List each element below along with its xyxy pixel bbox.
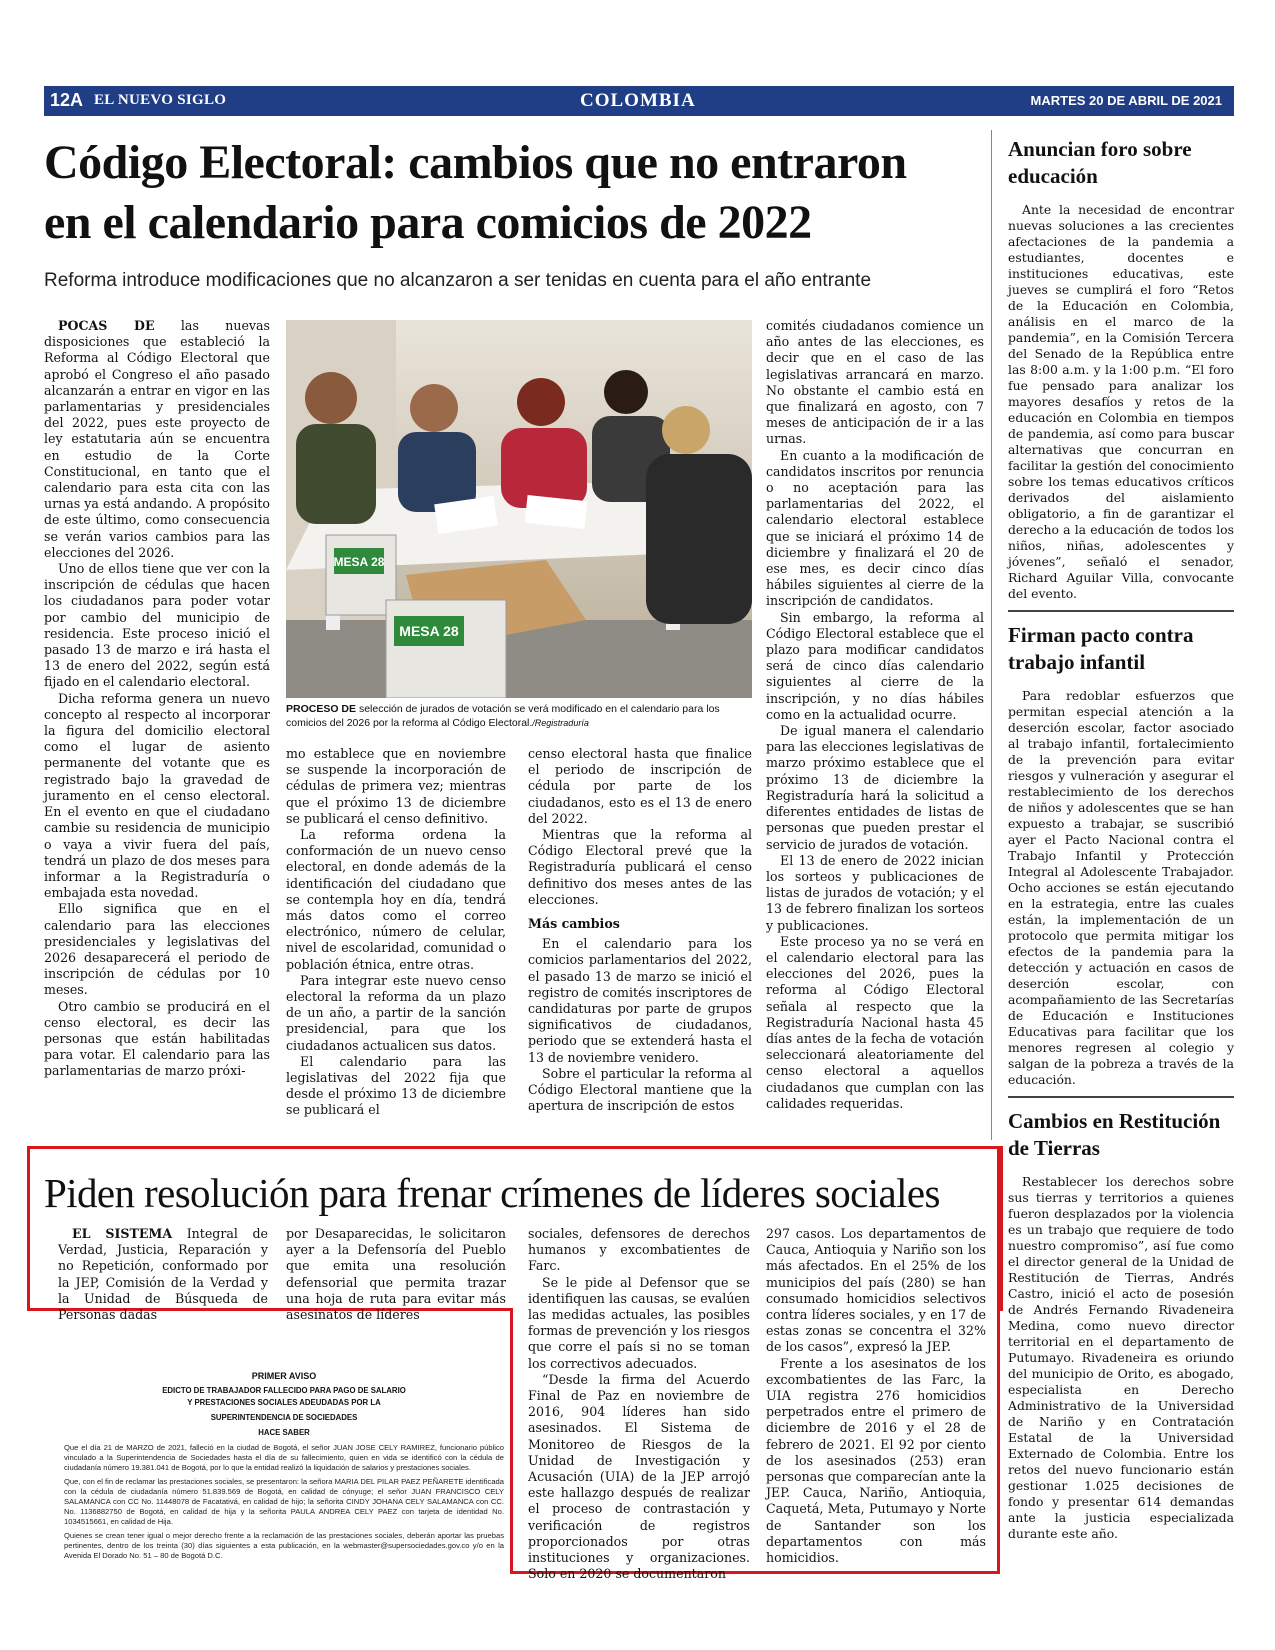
notice-subtitle: EDICTO DE TRABAJADOR FALLECIDO PARA PAGO DE SALARIO (162, 1386, 406, 1395)
sign-text: MESA 28 (333, 555, 385, 569)
paragraph: 297 casos. Los departamentos de Cauca, Antioquia y Nariño son los más afectados. En el 25% de los municipios del país (280) se han consumado homicidios selectivos contra líderes sociales, y en 17 de estas zonas se concentra el 32% de los casos”, expresó la JEP. (766, 1226, 986, 1355)
notice-paragraph: Quienes se crean tener igual o mejor derecho frente a la reclamación de las prestaciones sociales, deberán aportar las pruebas pertinentes, dentro de los treinta (30) días siguientes a esta publicación, en la webmaster@supersociedades.gov.co y/o en la Avenida El Dorado No. 51 – 80 de Bogotá D.C. (64, 1531, 504, 1560)
paragraph: comités ciudadanos comience un año antes de las elecciones, es decir que en el caso de las legislativas arrancará en marzo. No obstante el cambio está en que finalizará en agosto, con 7 meses de anticipación de ir a las urnas. (766, 318, 984, 447)
second-column-2 (286, 1226, 506, 1323)
notice-paragraph: Que, con el fin de reclamar las prestaciones sociales, se presentaron: la señora MARIA DEL PILAR PAEZ PEÑARETE identificada con la cédula de ciudadanía número 51.839.569 de Bogotá, en calidad de cónyuge; el señor JUAN FRANCISCO CELY SALAMANCA con CC No. 11448078 de Facatativá, en calidad de hijo; la señorita CINDY JOHANA CELY SALAMANCA con CC. No. 1136882750 de Bogotá, en calidad de hija y la señorita PAULA ANDREA CELY PAEZ con tarjeta de identidad No. 1034515661, en calidad de Hija. (64, 1477, 504, 1526)
main-headline (44, 136, 1004, 250)
paragraph: sociales, defensores de derechos humanos y excombatientes de Farc. (528, 1226, 750, 1274)
paragraph: las nuevas disposiciones que estableció la Reforma al Código Electoral que aprobó el Congreso el año pasado alcanzarán a entrar en vigor en las parlamentarias y presidenciales del 2022, pues este proyecto de ley estatutaria aún se encuentra en estudio de la Corte Constitucional, en tanto que el calendario para esta cita con las urnas ya está andando. A propósito de este último, como consecuencia se verán varios cambios para las elecciones del 2026. (44, 318, 270, 560)
subhead: Más cambios (528, 916, 620, 932)
main-column-3 (528, 746, 752, 1114)
paragraph: De igual manera el calendario para las elecciones legislativas de marzo próximo establece que el próximo 13 de diciembre la Registraduría hará la solicitud a diferentes entidades de listas de personas que pueden prestar el servicio de jurados de votación. (766, 723, 984, 852)
page-header-bar (44, 86, 1234, 116)
photo-credit: /Registraduría (532, 718, 589, 728)
sidebar (1008, 136, 1234, 1542)
sign-text: MESA 28 (399, 623, 459, 639)
second-column-3 (528, 1226, 750, 1582)
paragraph: Sin embargo, la reforma al Código Electoral establece que el plazo para modificar candidatos será de cinco días calendario siguientes al cierre de la inscripción, y no días hábiles como en la actualidad ocurre. (766, 609, 984, 722)
issue-date: MARTES 20 DE ABRIL DE 2021 (1030, 93, 1222, 108)
main-column-4 (766, 318, 984, 1112)
sidebar-divider (1008, 1096, 1234, 1098)
notice-subtitle: SUPERINTENDENCIA DE SOCIEDADES (210, 1413, 358, 1422)
second-headline: Piden resolución para frenar crímenes de líderes sociales (44, 1170, 940, 1216)
main-column-2 (286, 746, 506, 1119)
paragraph: Para redoblar esfuerzos que permitan especial atención a la deserción escolar, factor asociado al trabajo infantil, fortalecimiento de la prevención para evitar riesgos y vulneración y asegurar el restablecimiento de los derechos de niños y adolescentes que se han expuesto a trabajar, se suscribió ayer el Pacto Nacional contra el Trabajo Infantil y Protección Integral al Adolescente Trabajador. Ocho acciones se están ejecutando en la estrategia, entre las cuales están, la implementación de un protocolo que permita mitigar los efectos de la pandemia para la detección y actuación en casos de deserción escolar, con acompañamiento de las Secretarías de Educación e Instituciones Educativas para facilitar que los menores regresen al colegio y salgan de la pobreza a través de la educación. (1008, 688, 1234, 1087)
paragraph: por Desaparecidas, le solicitaron ayer a la Defensoría del Pueblo que emita una resolución defensorial que permita trazar una hoja de ruta para evitar más asesinatos de líderes (286, 1226, 506, 1323)
sidebar-story (1008, 1174, 1234, 1542)
paragraph: Restablecer los derechos sobre sus tierras y territorios a quienes fueron desplazados por la violencia es un trabajo que requiere de todo nuestro compromiso”, así fue como el director general de la Unidad de Restitución de Tierras, Andrés Castro, inició el acto de posesión de Andrés Fernando Rivadeneira Medina, como nuevo director territorial en el departamento de Putumayo. Rivadeneira es oriundo del municipio de Orito, es abogado, especialista en Derecho Administrativo de la Universidad de Nariño y en Contratación Estatal de la Universidad Externado de Colombia. Entre los retos del nuevo funcionario están gestionar 1.025 decisiones de fondo y presentar 614 demandas ante la justicia especializada durante este año. (1008, 1174, 1234, 1541)
paragraph: Sobre el particular la reforma al Código Electoral mantiene que la apertura de inscripción de estos (528, 1065, 752, 1114)
caption-text: selección de jurados de votación se verá modificado en el calendario para los comicios del 2026 por la reforma al Código Electoral. (286, 703, 720, 729)
paragraph: En cuanto a la modificación de candidatos inscritos por renuncia o no aceptación para las parlamentarias del 2022, el calendario electoral establece que se iniciará el próximo 14 de diciembre y finalizará el 20 de ese mes, es decir cinco días hábiles siguientes al cierre de la inscripción de candidatos. (766, 447, 984, 609)
paragraph: En el calendario para los comicios parlamentarios del 2022, el pasado 13 de marzo se inició el registro de comités inscriptores de candidaturas por parte de grupos significativos de ciudadanos, periodo que se extenderá hasta el 13 de noviembre venidero. (528, 936, 752, 1065)
section-title: COLOMBIA (580, 90, 696, 111)
sidebar-divider (1008, 610, 1234, 612)
sidebar-story (1008, 688, 1234, 1088)
newspaper-name: EL NUEVO SIGLO (94, 92, 227, 108)
sidebar-headline: Firman pacto contra trabajo infantil (1008, 623, 1194, 674)
article-photo (286, 320, 752, 698)
paragraph: Ante la necesidad de encontrar nuevas soluciones a las crecientes afectaciones de la pandemia a estudiantes, docentes e instituciones educativas, este jueves se cumplirá el foro “Retos de la Educación en Colombia, análisis en el marco de la pandemia”, en la Comisión Tercera del Senado de la República entre las 8:00 a.m. y la 1:00 p.m. “El foro fue pensado para analizar los mayores desafíos y retos de la educación en Colombia en tiempos de pandemia, así como para buscar alternativas que concurran en facilitar la gestión del conocimiento sobre los temas educativos críticos derivados del aislamiento obligatorio, a fin de garantizar el derecho a la educación de todos los niños, niñas, adolescentes y jóvenes”, señaló el senador, Richard Aguilar Villa, convocante del evento. (1008, 202, 1234, 601)
sidebar-story (1008, 202, 1234, 602)
second-column-1 (58, 1226, 268, 1323)
sidebar-headline: Anuncian foro sobre educación (1008, 137, 1192, 188)
lead-in: EL SISTEMA (72, 1226, 173, 1241)
paragraph: Este proceso ya no se verá en el calendario electoral para las elecciones del 2026, pues la reforma al Código Electoral señala al respecto que la Registraduría Nacional hasta 45 días antes de la fecha de votación seleccionará aleatoriamente del censo electoral a aquellos ciudadanos que cumplan con las calidades requeridas. (766, 933, 984, 1111)
paragraph: Integral de Verdad, Justicia, Reparación y no Repetición, conformado por la JEP, Comisión de la Verdad y la Unidad de Búsqueda de Personas dadas (58, 1226, 268, 1323)
photo-caption (286, 702, 752, 730)
lead-in: POCAS DE (58, 318, 155, 333)
highlight-box-right (997, 1146, 1000, 1574)
paragraph: Mientras que la reforma al Código Electoral prevé que la Registraduría publicará el censo definitivo dos meses antes de las elecciones. (528, 827, 752, 907)
notice-subtitle: Y PRESTACIONES SOCIALES ADEUDADAS POR LA (187, 1398, 381, 1407)
caption-lead: PROCESO DE (286, 703, 357, 715)
main-column-1 (44, 318, 270, 1080)
paragraph: Otro cambio se producirá en el censo electoral, es decir las personas que están habilitadas para votar. El calendario para las parlamentarias de marzo próxi- (44, 998, 270, 1079)
highlight-box-left (510, 1308, 513, 1574)
notice-paragraph: Que el día 21 de MARZO de 2021, falleció en la ciudad de Bogotá, el señor JUAN JOSE CELY RAMIREZ, funcionario público vinculado a la Superintendencia de Sociedades hasta el día de su fallecimiento, quien en vida se identificó con la cédula de ciudadanía número 19.381.041 de Bogotá, por lo que la entidad realizó la liquidación de salarios y prestaciones sociales. (64, 1443, 504, 1472)
main-deck: Reforma introduce modificaciones que no alcanzaron a ser tenidas en cuenta para el año entrante (44, 270, 872, 291)
second-column-4 (766, 1226, 986, 1566)
paragraph: El calendario para las legislativas del 2022 fija que desde el próximo 13 de diciembre se publicará el (286, 1053, 506, 1118)
paragraph: “Desde la firma del Acuerdo Final de Paz en noviembre de 2016, 904 líderes han sido asesinados. El Sistema de Monitoreo de Riesgos de la Unidad de Investigación y Acusación (UIA) de la JEP arrojó este hallazgo después de realizar el proceso de contrastación y verificación de registros proporcionados por otras instituciones y organizaciones. Solo en 2020 se documentaron (528, 1371, 750, 1582)
paragraph: Dicha reforma genera un nuevo concepto al respecto al incorporar la figura del domicilio electoral como el lugar de asiento permanente del votante que es registrado bajo la gravedad de juramento en el censo electoral. En el evento en que el ciudadano cambie su residencia de municipio o vaya a vivir fuera del país, tendrá un plazo de dos meses para informar a la Registraduría o embajada esta novedad. (44, 690, 270, 901)
paragraph: mo establece que en noviembre se suspende la incorporación de cédulas de primera vez; mientras que el próximo 13 de diciembre se publicará el censo definitivo. (286, 746, 506, 826)
sidebar-headline: Cambios en Restitución de Tierras (1008, 1109, 1221, 1160)
paragraph: Ello significa que en el calendario para las elecciones presidenciales y legislativas del 2026 desaparecerá el periodo de inscripción de cédulas por 10 meses. (44, 901, 270, 998)
paragraph: Uno de ellos tiene que ver con la inscripción de cédulas que hacen los ciudadanos para poder votar por cambio del municipio de residencia. Este proceso inició el pasado 13 de marzo e irá hasta el 13 de enero del 2022, según está fijado en el calendario electoral. (44, 561, 270, 690)
page-number: 12A (50, 90, 84, 110)
paragraph: censo electoral hasta que finalice el periodo de inscripción de cédula por parte de los ciudadanos, esto es el 13 de enero del 2022. (528, 746, 752, 826)
paragraph: Frente a los asesinatos de los excombatientes de las Farc, la UIA registra 276 homicidios perpetrados entre el primero de diciembre de 2016 y el 28 de febrero de 2021. El 92 por ciento de los asesinados (253) eran personas que comparecían ante la JEP. Cauca, Nariño, Antioquia, Caquetá, Meta, Putumayo y Norte de Santander son los departamentos con más homicidios. (766, 1355, 986, 1566)
notice-title: PRIMER AVISO (251, 1371, 317, 1381)
column-divider (991, 130, 992, 1140)
main-headline-line2: en el calendario para comicios de 2022 (44, 196, 812, 249)
polling-table-photo (286, 320, 752, 698)
paragraph: La reforma ordena la conformación de un nuevo censo electoral, en donde además de la identificación del ciudadano que se contempla hoy en día, tendrá más datos como el correo electrónico, número de celular, nivel de escolaridad, comunidad o población étnica, entre otras. (286, 827, 506, 972)
paragraph: El 13 de enero de 2022 inician los sorteos y publicaciones de listas de jurados de votación; y el 13 de febrero finalizan los sorteos y publicaciones. (766, 852, 984, 933)
legal-notice (64, 1370, 504, 1596)
notice-subtitle: HACE SABER (258, 1428, 310, 1437)
paragraph: Se le pide al Defensor que se identifiquen las causas, se evalúen las medidas actuales, las posibles formas de prevención y los riesgos que corre el país si no se toman los correctivos adecuados. (528, 1274, 750, 1371)
paragraph: Para integrar este nuevo censo electoral la reforma da un plazo de un año, a partir de la sanción presidencial, para que los ciudadanos actualicen sus datos. (286, 972, 506, 1053)
main-headline-line1: Código Electoral: cambios que no entraron (44, 136, 907, 189)
